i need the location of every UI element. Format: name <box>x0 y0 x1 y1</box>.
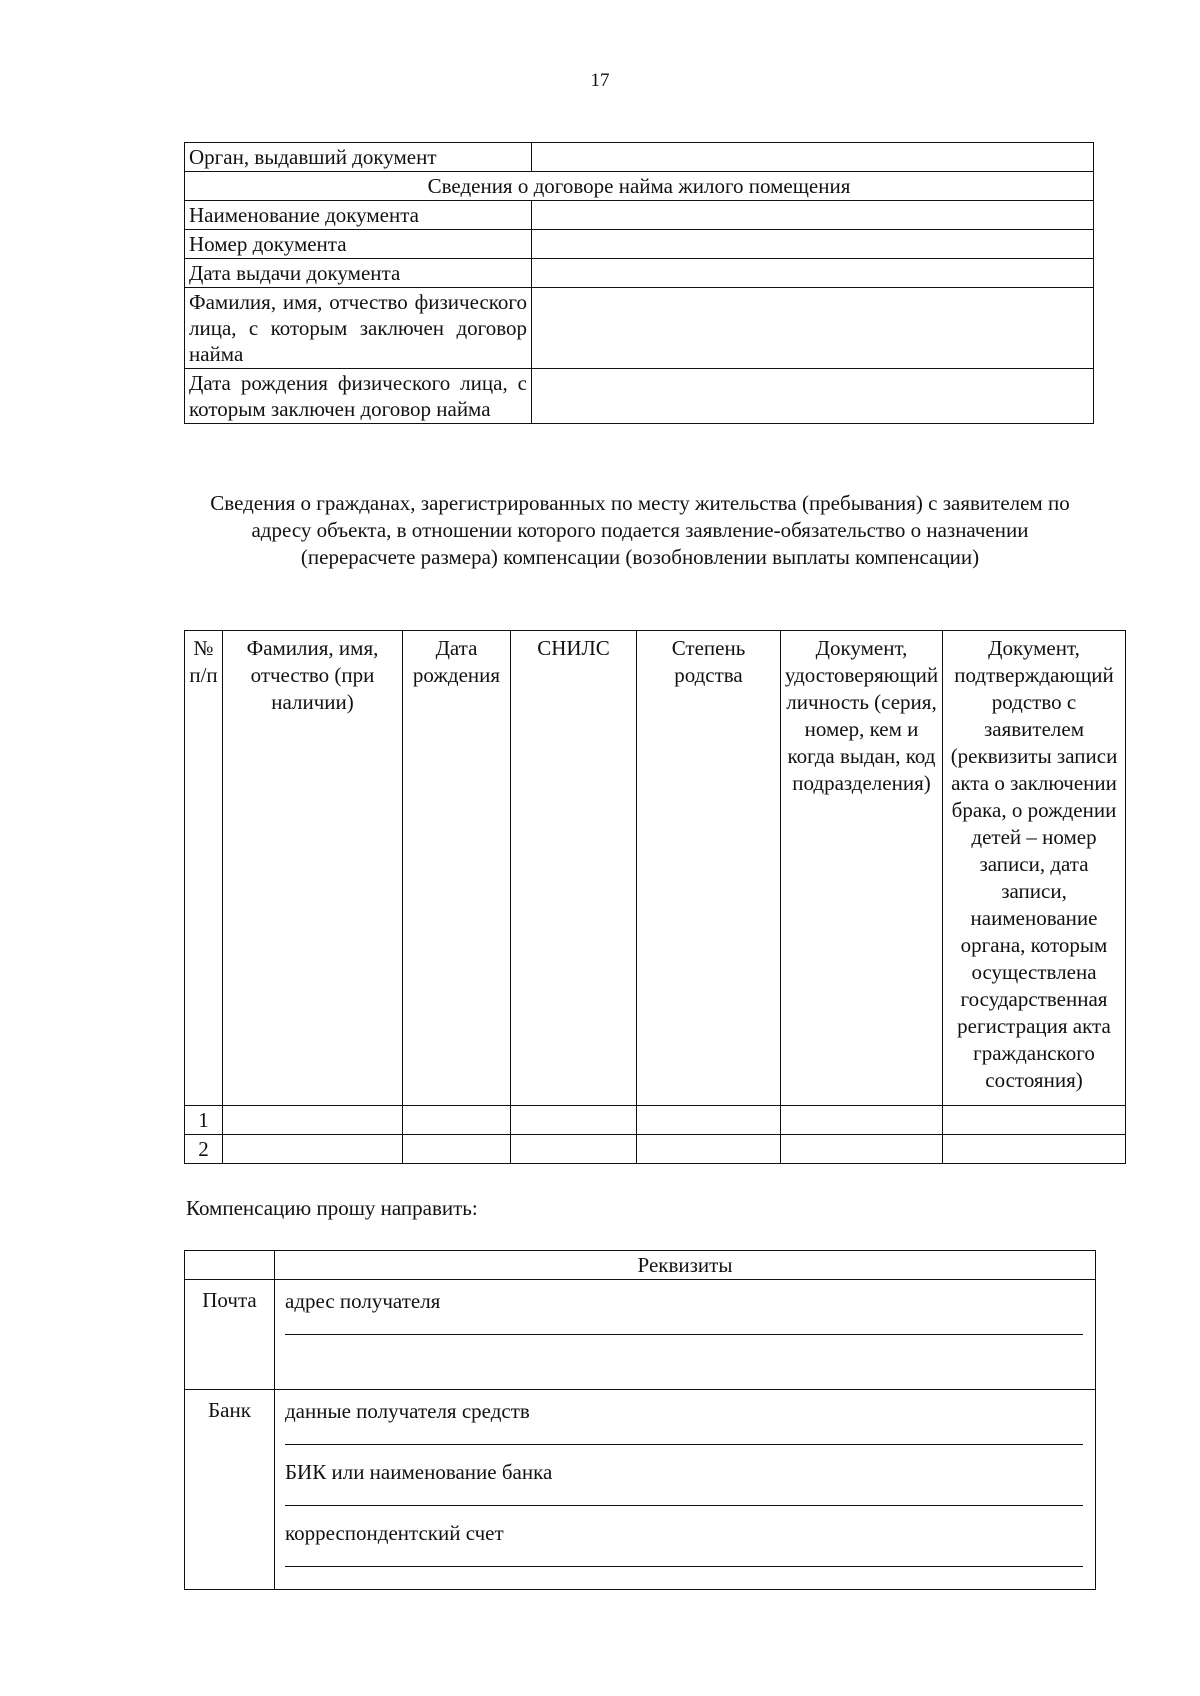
tenant-name-cell[interactable] <box>532 288 1094 369</box>
issue-date-label: Дата выдачи документа <box>185 259 532 288</box>
requisites-header: Реквизиты <box>275 1251 1096 1280</box>
citizens-table <box>184 630 1126 1164</box>
table-row <box>185 369 1094 424</box>
table-cell[interactable] <box>943 1135 1126 1164</box>
field-label: адрес получателя <box>285 1289 441 1313</box>
row-number: 1 <box>185 1106 223 1135</box>
document-name-cell[interactable] <box>532 201 1094 230</box>
table-cell[interactable] <box>781 1135 943 1164</box>
citizens-heading: Сведения о гражданах, зарегистрированных по месту жительства (пребывания) с заявителем по адресу объекта, в отношении которого подается заявление-обязательство о назначении (перерасчете размера) компенсации (возобновлении выплаты компенсации) <box>210 491 1070 569</box>
tenant-name-label: Фамилия, имя, отчество физического лица, с которым заключен договор найма <box>185 288 532 369</box>
document-number-cell[interactable] <box>532 230 1094 259</box>
issuer-value-cell[interactable] <box>532 143 1094 172</box>
post-fields-cell <box>275 1280 1096 1390</box>
issue-date-cell[interactable] <box>532 259 1094 288</box>
table-cell[interactable] <box>403 1106 511 1135</box>
table-cell[interactable] <box>511 1106 637 1135</box>
table-cell[interactable] <box>637 1106 781 1135</box>
document-name-label: Наименование документа <box>185 201 532 230</box>
field-label: данные получателя средств <box>285 1399 530 1423</box>
table-row <box>185 259 1094 288</box>
payment-details-table <box>184 1250 1096 1590</box>
document-number-label: Номер документа <box>185 230 532 259</box>
lease-section-title: Сведения о договоре найма жилого помещения <box>185 172 1094 201</box>
column-header-kinship-document: Документ, подтверждающий родство с заявителем (реквизиты записи акта о заключении брака, о рождении детей – номер записи, дата записи, наименование органа, которым осуществлена государственная регистрация акта гражданского состояния) <box>943 631 1126 1106</box>
table-header-row <box>185 631 1126 1106</box>
column-header-identity-document: Документ, удостоверяющий личность (серия, номер, кем и когда выдан, код подразделения) <box>781 631 943 1106</box>
page-number: 17 <box>590 70 610 91</box>
post-address-field <box>275 1280 1095 1335</box>
table-cell[interactable] <box>223 1106 403 1135</box>
payment-caption: Компенсацию прошу направить: <box>186 1196 478 1220</box>
bank-method-label: Банк <box>185 1390 275 1590</box>
table-row <box>185 1106 1126 1135</box>
table-cell[interactable] <box>511 1135 637 1164</box>
table-cell[interactable] <box>223 1135 403 1164</box>
correspondent-account-input[interactable] <box>285 1546 1083 1567</box>
table-cell[interactable] <box>781 1106 943 1135</box>
table-row <box>185 143 1094 172</box>
bank-bic-field <box>275 1445 1095 1506</box>
empty-header-cell <box>185 1251 275 1280</box>
table-cell[interactable] <box>637 1135 781 1164</box>
post-method-label: Почта <box>185 1280 275 1390</box>
table-row <box>185 172 1094 201</box>
column-header-full-name: Фамилия, имя, отчество (при наличии) <box>223 631 403 1106</box>
table-header-row <box>185 1251 1096 1280</box>
bic-input[interactable] <box>285 1485 1083 1506</box>
tenant-birthdate-cell[interactable] <box>532 369 1094 424</box>
table-cell[interactable] <box>403 1135 511 1164</box>
lease-agreement-table <box>184 142 1094 424</box>
issuer-label: Орган, выдавший документ <box>185 143 532 172</box>
recipient-data-input[interactable] <box>285 1424 1083 1445</box>
column-header-birth-date: Дата рождения <box>403 631 511 1106</box>
table-row <box>185 288 1094 369</box>
column-header-number: № п/п <box>185 631 223 1106</box>
field-label: БИК или наименование банка <box>285 1460 553 1484</box>
table-row <box>185 201 1094 230</box>
table-row <box>185 1135 1126 1164</box>
bank-fields-cell <box>275 1390 1096 1590</box>
table-row <box>185 1280 1096 1390</box>
table-cell[interactable] <box>943 1106 1126 1135</box>
tenant-birthdate-label: Дата рождения физического лица, с которым заключен договор найма <box>185 369 532 424</box>
bank-recipient-field <box>275 1390 1095 1445</box>
bank-corr-account-field <box>275 1506 1095 1567</box>
table-row <box>185 230 1094 259</box>
column-header-relationship: Степень родства <box>637 631 781 1106</box>
column-header-snils: СНИЛС <box>511 631 637 1106</box>
row-number: 2 <box>185 1135 223 1164</box>
recipient-address-input[interactable] <box>285 1314 1083 1335</box>
field-label: корреспондентский счет <box>285 1521 504 1545</box>
table-row <box>185 1390 1096 1590</box>
